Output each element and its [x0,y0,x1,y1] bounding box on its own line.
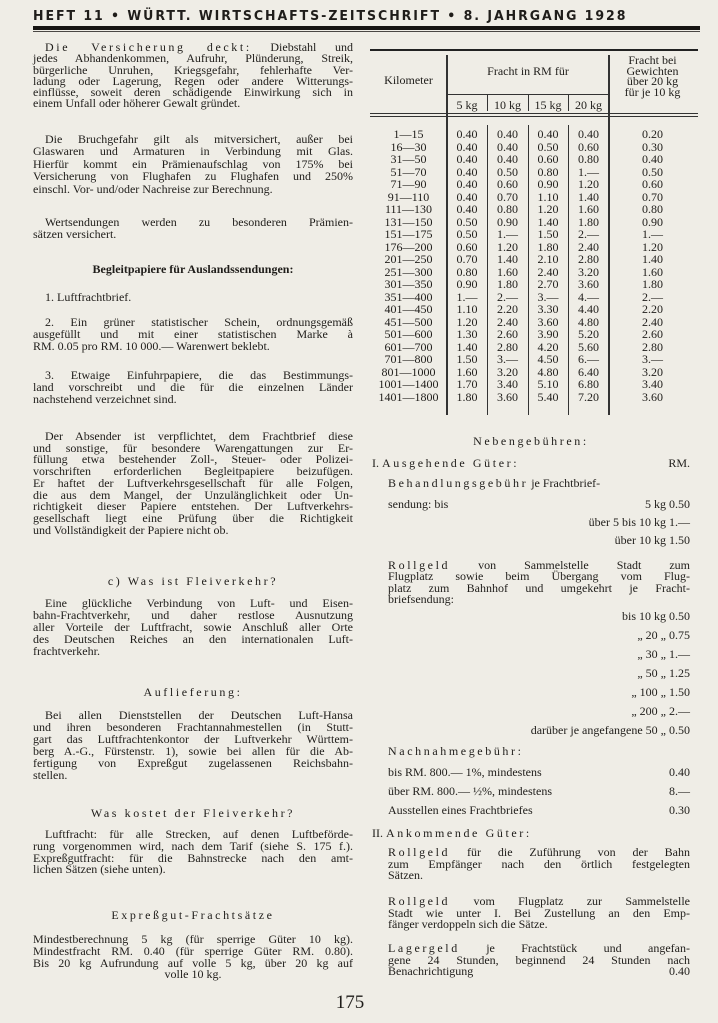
freight-rate-cell: 2.— [497,289,518,304]
text-line [33,864,353,876]
text-line [33,645,353,657]
freight-rate-cell: 4.50 [537,352,559,366]
freight-rate-cell: 2.80 [642,339,663,354]
freight-rate-cell: 2.40 [642,314,663,329]
line-text: Wertsendungen werden zu besonderen Prämien- [45,215,353,229]
section-heading: Expreßgut-Frachtsätze [111,908,275,922]
text-line [45,291,365,303]
line-text: von Sammelstelle Stadt zum [450,558,690,572]
freight-rate-cell: 1.80 [497,277,518,291]
freight-rate-cell: 1.— [578,164,599,179]
freight-rate-cell: 7.20 [578,389,599,404]
freight-rate-cell: 0.40 [456,127,478,141]
freight-rate-cell: 0.40 [456,177,478,191]
freight-rate-cell: 3.60 [537,314,559,329]
line-text: Bei allen Dienststellen der Deutschen Luft-Hansa [45,708,353,722]
freight-rate-cell: 6.40 [578,364,599,379]
text-line [388,966,690,978]
freight-rate-cell: 0.40 [456,139,478,154]
fee-row [372,456,690,471]
freight-rate-cell: 0.70 [497,189,518,204]
paragraph [33,216,353,241]
freight-rate-cell: 0.40 [642,152,663,166]
freight-rate-cell: 1.— [497,227,518,241]
text-line [388,591,690,606]
section-number: I. [372,456,382,470]
freight-rate-cell: 0.50 [642,164,663,179]
text-line [388,745,690,757]
paragraph [33,369,353,406]
freight-rate-cell: 1.80 [537,239,559,254]
freight-rate-cell: 2.40 [537,264,559,279]
label-text: sendung: bis [388,497,449,511]
label-text: über RM. 800.— ½%, mindestens [388,784,552,798]
freight-rate-cell: 0.80 [537,164,559,179]
freight-rate-cell: 0.40 [456,202,478,216]
column-header-extra: über 20 kg [626,74,679,88]
freight-rate-cell: 0.40 [456,152,478,166]
paragraph [45,291,365,303]
text-line [388,477,690,489]
fee-label [388,784,552,799]
freight-rate-cell: 6.80 [578,377,599,391]
line-text: fänger verdoppeln sich die Sätze. [388,917,548,931]
freight-rate-cell: 0.60 [537,152,559,166]
kilometer-range-cell: 601—700 [384,339,433,354]
line-text: des Deutschen Reiches an den internationalen Luft- [33,632,353,646]
line-text: briefsendung: [388,591,454,606]
line-text: bürgerliche Unruhen, Kriegsgefahr, fehlerhafte Ver- [33,62,353,77]
freight-rate-cell: 3.— [537,289,559,304]
freight-rate-cell: 0.40 [497,127,518,141]
fee-value: 5 kg 0.50 [645,497,690,511]
column-header-weight: 20 kg [575,98,602,112]
freight-rate-cell: 1.— [642,227,663,241]
column-group-header: Fracht in RM für [487,64,569,78]
fee-label [388,765,542,780]
kilometer-range-cell: 131—150 [384,214,433,229]
freight-rate-cell: 0.50 [456,214,478,229]
freight-rate-cell: 2.— [578,227,599,241]
paragraph [33,42,353,110]
line-text: vom Flugplatz zur Sammelstelle [450,894,690,908]
fee-label [388,497,448,512]
line-text: Er haftet der Luftverkehrsgesellschaft für alle Folgen, [33,475,353,490]
line-text: Bis 20 kg Aufrundung auf volle 5 kg, über 20 kg auf [33,955,353,970]
column-header-kilometer: Kilometer [384,73,433,87]
fee-value: 0.30 [669,803,690,817]
line-text: und Vollständigkeit der Papiere nicht ob. [33,522,229,537]
kilometer-range-cell: 251—300 [384,264,433,279]
freight-rate-cell: 3.— [642,352,663,366]
freight-rate-cell: 1.60 [578,202,599,216]
header-rule [33,26,700,30]
freight-rate-cell: 3.20 [497,364,518,379]
column-header-extra: Fracht bei [628,53,677,67]
line-text: Diebstahl und [251,40,353,54]
freight-rate-cell: 3.40 [497,377,518,391]
freight-rate-cell: 0.60 [642,177,663,191]
freight-rate-cell: 0.70 [456,252,478,266]
line-text: vorschriften erforderlichen Begleitpapiere beizufügen. [33,464,353,479]
freight-rate-cell: 3.60 [578,277,599,291]
line-text: und sonstige, für besondere Warengattungen zur Er- [33,440,353,455]
fee-row: über 10 kg 1.50 [614,533,690,547]
text-line [388,856,690,871]
freight-rate-cell: 4.80 [578,314,599,329]
freight-rate-cell: 1.40 [456,339,478,354]
fee-value: 8.— [669,784,690,798]
line-text: die aus dem Mangel, der Unzulänglichkeit oder Un- [33,487,353,502]
freight-rate-cell: 0.50 [497,164,518,179]
spaced-lead: Ankommende Güter: [386,826,532,840]
fee-label [372,456,519,471]
column-header-weight: 5 kg [456,98,478,112]
fee-value: 0.40 [669,765,690,779]
header-double-rule [370,113,698,114]
freight-rate-cell: 0.40 [456,189,478,204]
line-text: 2. Ein grüner statistischer Schein, ordnungsgemäß [45,315,353,329]
freight-rate-cell: 3.90 [537,327,559,341]
freight-rate-cell: 1.60 [642,264,663,279]
freight-rate-cell: 0.50 [456,227,478,241]
line-text: land vorschreibt und die für die einzelnen Länder [33,380,353,395]
paragraph [33,316,353,353]
fee-row: bis 10 kg 0.50 [621,609,690,623]
kilometer-range-cell: 451—500 [384,314,433,329]
paragraph [388,847,690,882]
text-line [388,870,690,882]
freight-rate-cell: 2.60 [642,327,663,341]
kilometer-range-cell: 91—110 [387,189,430,204]
spaced-lead: Nachnahmegebühr: [388,744,524,758]
fee-row [388,803,690,818]
freight-rate-cell: 4.20 [537,339,559,354]
text-line [33,183,353,195]
kilometer-range-cell: 1—15 [393,127,424,141]
fee-row: „ 20 „ 0.75 [637,628,690,642]
freight-rate-cell: 3.30 [537,302,559,316]
section-heading: Nebengebühren: [473,434,589,448]
freight-rate-cell: 1.10 [456,302,478,316]
freight-rate-cell: 0.40 [456,164,478,179]
column-header-extra: Gewichten [626,63,679,78]
line-text: Expreßgutfracht: für die Bahnstrecke nach den amt- [33,850,353,865]
line-text: aller Vorteile der Luftfracht, sowie Anschluß aller Orte [33,620,353,634]
freight-rate-cell: 4.— [578,289,599,304]
freight-rate-cell: 0.80 [497,202,518,216]
line-text: Luftfracht: für alle Strecken, auf denen Luftbeförde- [45,827,353,841]
text-line [33,522,353,537]
kilometer-range-cell: 1001—1400 [378,377,439,391]
label-text: bis RM. 800.— 1%, mindestens [388,765,542,779]
freight-rate-cell: 2.— [642,289,663,304]
freight-rate-cell: 1.40 [497,252,518,266]
table-top-rule [370,49,698,51]
kilometer-range-cell: 71—90 [390,177,427,191]
paragraph [33,431,353,536]
line-text: füllung etwa bestehender Zoll-, Steuer- oder Polizei- [33,452,353,467]
line-text: berg A.-G., Fürstenstr. 1), sowie bei allen für die Ab- [33,744,353,758]
kilometer-range-cell: 701—800 [384,352,433,366]
text-line [33,969,353,981]
header-double-rule [370,116,698,117]
line-text: Der Absender ist verpflichtet, dem Frachtbrief diese [45,429,353,443]
freight-rate-cell: 5.40 [537,389,559,404]
line-text: Benachrichtigung [388,964,474,978]
text-line [33,228,353,240]
line-text: Flugplatz sowie beim Übergang vom Flug- [388,569,690,584]
freight-rate-cell: 1.80 [578,214,599,229]
spaced-lead: Rollgeld [388,894,451,908]
section-heading: c) Was ist Fleiverkehr? [107,574,279,588]
freight-rate-cell: 1.10 [537,189,559,204]
freight-rate-cell: 0.90 [537,177,559,191]
fee-row: „ 30 „ 1.— [637,647,690,661]
freight-rate-cell: 1.60 [497,264,518,279]
freight-rate-cell: 2.40 [578,239,599,254]
line-text: einem Unfall oder höherer Gewalt gründet. [33,96,241,111]
column-header-extra: für je 10 kg [624,84,681,99]
freight-rate-cell: 3.60 [497,389,518,404]
line-text: fertigung von Expreßgut zugelassenen Reichsbahn- [33,756,353,770]
paragraph [33,709,353,781]
line-text: ladung oder Lagerung, Regen oder andere Witterungs- [33,73,353,88]
fee-row: „ 50 „ 1.25 [637,666,690,680]
section-heading: Auflieferung: [143,685,243,699]
freight-rate-cell: 0.80 [642,202,663,216]
line-text: Hierfür kommt ein Prämienaufschlag von 175% bei [33,156,353,171]
paragraph [388,477,690,489]
fee-row [372,826,690,841]
freight-rate-cell: 1.20 [497,239,518,254]
paragraph [33,934,353,981]
line-text: gene 24 Stunden, beginnend 24 Stunden nach [388,952,690,967]
freight-rate-cell: 2.70 [537,277,559,291]
line-text: einflüsse, soweit deren schädigende Einwirkung sich in [33,85,353,100]
spaced-lead: Rollgeld [388,845,451,859]
line-text: bahn-Frachtverkehr, und daher restlose Ausnutzung [33,608,353,622]
kilometer-range-cell: 16—30 [390,139,427,154]
fee-value: RM. [668,456,690,470]
line-text: sätzen versichert. [33,227,117,242]
column-header-weight: 15 kg [534,98,562,112]
fee-row [388,497,690,512]
line-text: je Frachtstück und angefan- [459,941,690,955]
line-text: Stadt wie unter I. Bei Zustellung an den Emp- [388,905,690,920]
line-text: richtigkeit dieser Papiere entstehen. Der Luftverkehrs- [33,499,353,514]
text-line [388,919,690,931]
kilometer-range-cell: 151—175 [384,227,433,241]
kilometer-range-cell: 176—200 [384,239,433,254]
freight-rate-cell: 0.50 [537,139,559,154]
line-text: Glaswaren und Armaturen in Verbindung mit Glas. [33,144,353,159]
freight-rate-cell: 1.40 [642,252,663,266]
line-text: Versicherung von Flughafen zu Flughafen und 250% [33,169,353,184]
line-text: Mindestberechnung 5 kg (für sperrige Güter 10 kg). [33,932,353,946]
line-text: Die Bruchgefahr gilt als mitversichert, außer bei [45,132,353,146]
text-line [33,757,353,769]
text-line [33,340,353,352]
fee-row: über 5 bis 10 kg 1.— [588,515,690,529]
freight-rate-cell: 0.20 [642,127,663,141]
freight-rate-cell: 2.10 [537,252,559,266]
freight-rate-cell: 2.20 [642,302,663,316]
line-text: zum Empfänger nach den örtlich festgelegten [388,856,690,871]
page-number: 175 [335,992,365,1013]
freight-rate-cell: 1.— [456,289,478,304]
freight-rate-cell: 0.40 [497,152,518,166]
text-line [33,98,353,109]
freight-rate-cell: 1.20 [642,239,663,254]
freight-rate-cell: 4.40 [578,302,599,316]
line-text: stellen. [33,768,68,782]
freight-rate-cell: 0.90 [497,214,518,229]
paragraph [33,597,353,657]
freight-rate-cell: 0.40 [537,127,559,141]
fee-row: „ 200 „ 2.— [631,704,690,718]
freight-rate-cell: 2.60 [497,327,518,341]
kilometer-range-cell: 801—1000 [381,364,436,379]
paragraph [388,745,690,757]
spaced-lead: Behandlungsgebühr [388,476,529,490]
freight-rate-cell: 2.40 [497,314,518,329]
freight-rate-cell: 1.30 [456,327,478,341]
kilometer-range-cell: 1401—1800 [378,389,439,404]
freight-rate-cell: 0.30 [642,139,663,154]
freight-rate-cell: 5.60 [578,339,599,354]
freight-rate-cell: 2.80 [497,339,518,354]
line-text: 1. Luftfrachtbrief. [45,290,132,304]
freight-rate-cell: 0.60 [497,177,518,191]
freight-rate-cell: 1.80 [456,389,478,404]
freight-rate-cell: 0.90 [642,214,663,229]
freight-rate-cell: 6.— [578,352,599,366]
freight-rate-cell: 2.80 [578,252,599,266]
text-line [33,393,353,405]
spaced-lead: Die Versicherung deckt: [45,40,252,54]
freight-rate-cell: 0.80 [456,264,478,279]
section-heading: Was kostet der Fleiverkehr? [90,806,296,820]
paragraph [33,829,353,876]
line-text: Mindestfracht RM. 0.40 (für sperrige Güter RM. 0.80). [33,943,353,958]
freight-rate-cell: 3.20 [578,264,599,279]
freight-rate-cell: 0.90 [456,277,478,291]
line-text: platz zum Bahnhof und umgekehrt je Fracht- [388,580,690,595]
line-text: 3. Etwaige Einfuhrpapiere, die das Bestimmungs- [45,368,353,382]
freight-rate-cell: 1.70 [456,377,478,391]
kilometer-range-cell: 51—70 [390,164,427,179]
freight-rate-cell: 3.— [497,352,518,366]
freight-rate-cell: 1.80 [642,277,663,291]
line-text: je Frachtbrief- [528,476,601,490]
spaced-lead: Rollgeld [388,558,451,572]
paragraph [388,560,690,605]
line-text: Sätzen. [388,868,423,882]
fee-value: 0.40 [669,964,690,978]
spaced-lead: Lagergeld [388,941,460,955]
line-text: nachstehend verzeichnet sind. [33,392,177,407]
freight-rate-cell: 0.60 [456,239,478,254]
label-text: Ausstellen eines Frachtbriefes [388,803,533,817]
line-text: für die Zuführung von der Bahn [450,845,690,859]
kilometer-range-cell: 111—130 [384,202,433,216]
freight-rate-cell: 3.60 [642,389,663,404]
kilometer-range-cell: 501—600 [384,327,433,341]
line-text: gesellschaft liegt eine Prüfung über die Richtigkeit [33,510,353,525]
column-header-weight: 10 kg [494,98,521,112]
freight-rate-cell: 5.10 [537,377,559,391]
freight-rate-cell: 3.40 [642,377,663,391]
line-text: lichen Sätzen (siehe unten). [33,862,166,877]
kilometer-range-cell: 351—400 [384,289,433,304]
paragraph [33,133,353,195]
running-header: HEFT 11 • WÜRTT. WIRTSCHAFTS-ZEITSCHRIFT • 8. JAHRGANG 1928 [33,8,628,24]
kilometer-range-cell: 201—250 [384,252,433,266]
freight-rate-cell: 0.40 [578,127,599,141]
freight-rate-cell: 2.20 [497,302,518,316]
freight-rate-cell: 1.40 [578,189,599,204]
freight-rate-cell: 3.20 [642,364,663,379]
freight-rate-cell: 1.20 [578,177,599,191]
header-rule-thin [33,31,700,32]
line-text: und ihren besonderen Frachtannahmestellen (in Stutt- [33,720,353,734]
line-text: RM. 0.05 pro RM. 10 000.— Warenwert beklebt. [33,339,270,354]
freight-rate-cell: 1.20 [537,202,559,216]
line-text: einschl. Vor- und/oder Nachreise zur Berechnung. [33,181,273,196]
line-text: volle 10 kg. [164,967,222,982]
fee-label [372,826,532,841]
spaced-lead: Ausgehende Güter: [382,456,520,470]
paragraph [388,943,690,978]
freight-rate-cell: 1.60 [456,364,478,379]
line-text: jedes Abhandenkommen, Aufruhr, Plünderung, Streik, [33,51,353,66]
freight-rate-cell: 4.80 [537,364,559,379]
freight-rate-cell: 0.80 [578,152,599,166]
kilometer-range-cell: 401—450 [384,302,433,316]
line-text: frachtverkehr. [33,644,100,658]
freight-rate-cell: 1.50 [456,352,478,366]
kilometer-range-cell: 301—350 [384,277,433,291]
freight-rate-cell: 0.60 [578,139,599,154]
text-line [33,769,353,781]
fee-row [388,765,690,780]
freight-rate-cell: 1.20 [456,314,478,329]
line-text: rung vorgenommen wird, nach dem Tarif (siehe S. 175 f.). [33,838,353,853]
line-text: Eine glückliche Verbindung von Luft- und Eisen- [45,596,353,610]
fee-row: „ 100 „ 1.50 [631,685,690,699]
fee-row: darüber je angefangene 50 „ 0.50 [530,723,690,737]
header-rule [448,94,608,95]
line-text: gart das Luftfrachtenkontor der Luftverkehr Württem- [33,732,353,746]
fee-label [388,803,533,818]
kilometer-range-cell: 31—50 [390,152,427,166]
freight-rate-cell: 1.40 [537,214,559,229]
freight-rate-cell: 5.20 [578,327,599,341]
fee-row [388,784,690,799]
freight-rate-cell: 1.50 [537,227,559,241]
line-text: ausgefüllt und mit einer statistischen Marke à [33,327,353,342]
paragraph [388,896,690,931]
section-heading: Begleitpapiere für Auslandssendungen: [92,262,294,276]
freight-rate-cell: 0.70 [642,189,663,204]
section-number: II. [372,826,386,840]
freight-rate-cell: 0.40 [497,139,518,154]
